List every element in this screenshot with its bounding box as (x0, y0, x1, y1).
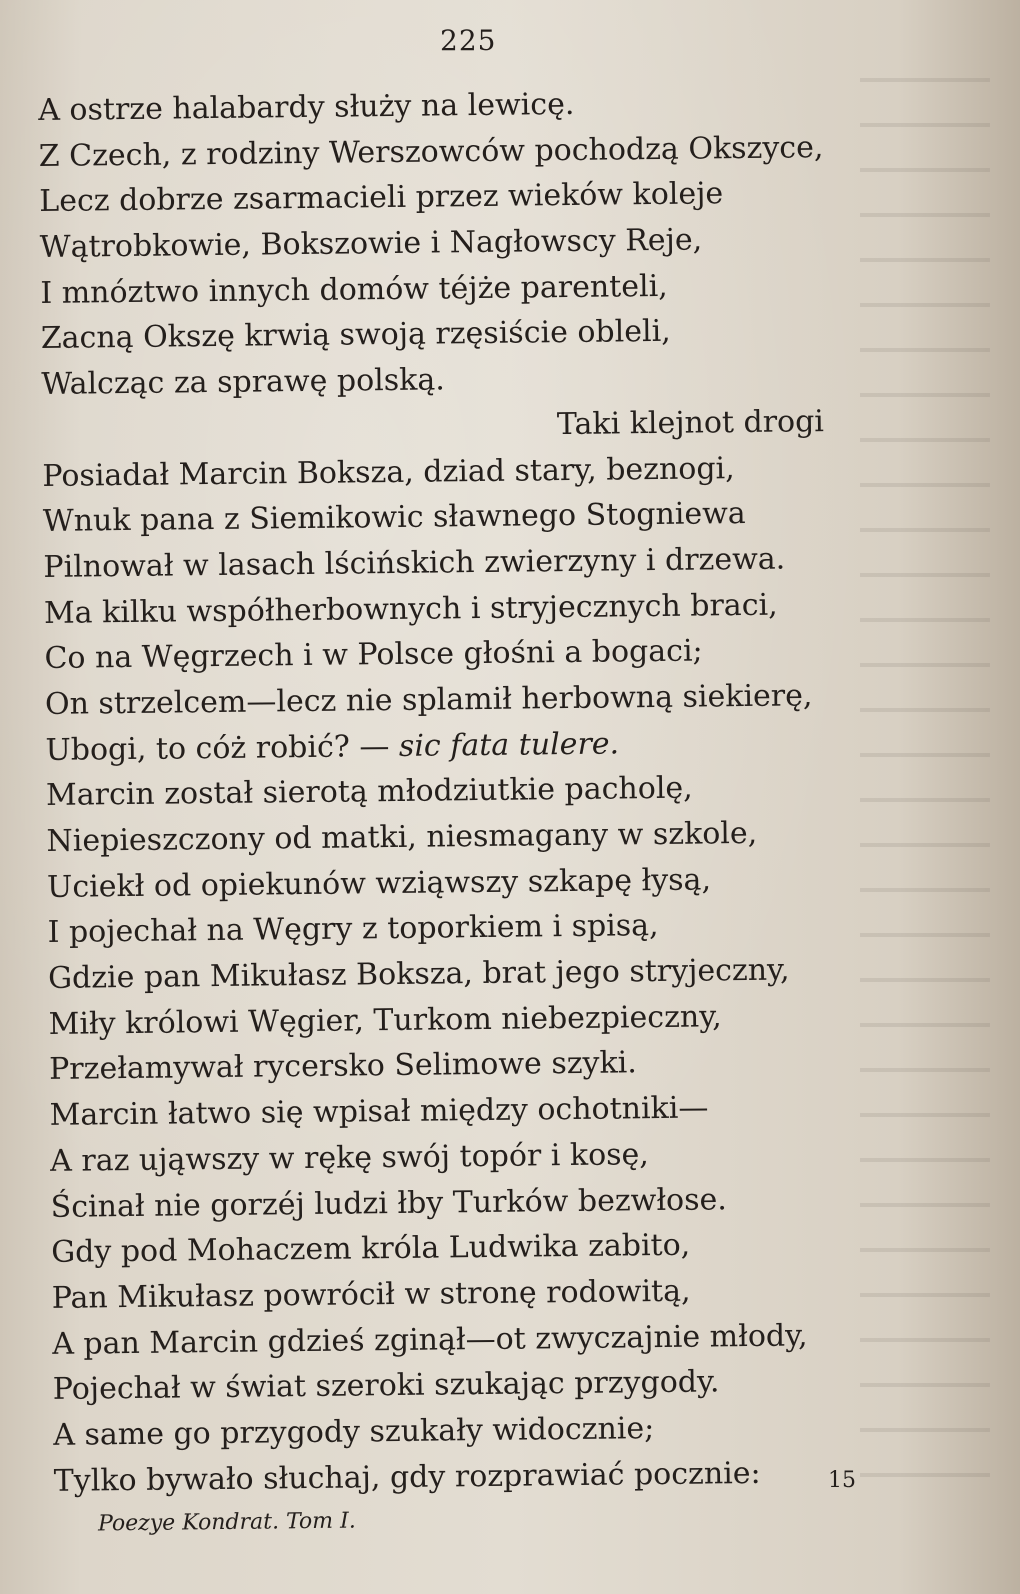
verse-line: Marcin został sierotą młodziutkie pacholę, (45, 770, 693, 814)
verse-line: Pan Mikułasz powrócił w stronę rodowitą, (51, 1273, 691, 1316)
verse-line: Wątrobkowie, Bokszowie i Nagłowscy Reje, (39, 222, 703, 266)
verse-line: On strzelcem—lecz nie splamił herbowną siekierę, (44, 678, 813, 722)
verse-line: Pojechał w świat szeroki szukając przygody. (52, 1364, 720, 1408)
verse-line: Przełamywał rycersko Selimowe szyki. (48, 1045, 638, 1088)
latin-phrase: sic fata tulere. (398, 726, 620, 764)
verse-line: Gdy pod Mohaczem króla Ludwika zabito, (51, 1227, 691, 1271)
page-number: 225 (440, 24, 497, 57)
verse-line: A ostrze halabardy służy na lewicę. (38, 86, 575, 128)
verse-line: Co na Węgrzech i w Polsce głośni a bogaci; (44, 633, 703, 677)
verse-line: Zacną Okszę krwią swoją rzęsiście obleli, (40, 314, 671, 357)
footer-running-title: Poezye Kondrat. Tom I. (97, 1508, 356, 1537)
verse-line: Ma kilku współherbownych i stryjecznych braci, (43, 587, 778, 631)
poem-text (38, 78, 934, 1504)
verse-line: I mnóztwo innych domów téjże parenteli, (40, 268, 668, 311)
verse-line: A raz ująwszy w rękę swój topór i kosę, (49, 1136, 650, 1179)
verse-line: Marcin łatwo się wpisał między ochotniki— (49, 1090, 709, 1134)
verse-line-indented: Taki klejnot drogi (556, 403, 825, 442)
signature-mark: 15 (828, 1468, 856, 1493)
verse-line: Wnuk pana z Siemikowic sławnego Stogniewa (42, 496, 746, 540)
verse-line: Tylko bywało słuchaj, gdy rozprawiać pocznie: (53, 1455, 761, 1499)
verse-line: Miły królowi Węgier, Turkom niebezpieczny, (48, 999, 722, 1042)
verse-line: I pojechał na Węgry z toporkiem i spisą, (47, 908, 659, 951)
verse-line: A same go przygody szukały widocznie; (53, 1411, 655, 1453)
verse-line: Pilnował w lasach lścińskich zwierzyny i drzewa. (43, 541, 786, 585)
verse-line: A pan Marcin gdzieś zginął—ot zwyczajnie młody, (52, 1317, 808, 1362)
verse-line: Gdzie pan Mikułasz Boksza, brat jego stryjeczny, (47, 952, 790, 997)
verse-line: Uciekł od opiekunów wziąwszy szkapę łysą, (46, 862, 712, 905)
verse-line: Ścinał nie gorzéj ludzi łby Turków bezwłose. (50, 1181, 728, 1225)
verse-line: Posiadał Marcin Boksza, dziad stary, beznogi, (42, 450, 735, 494)
verse-line: Walcząc za sprawę polską. (41, 362, 445, 403)
verse-line-text: Ubogi, to cóż robić? — (45, 728, 390, 768)
verse-line: Niepieszczony od matki, niesmagany w szkole, (46, 815, 758, 859)
verse-line: Z Czech, z rodziny Werszowców pochodzą Okszyce, (38, 129, 824, 174)
verse-line: Lecz dobrze zsarmacieli przez wieków koleje (39, 176, 724, 220)
